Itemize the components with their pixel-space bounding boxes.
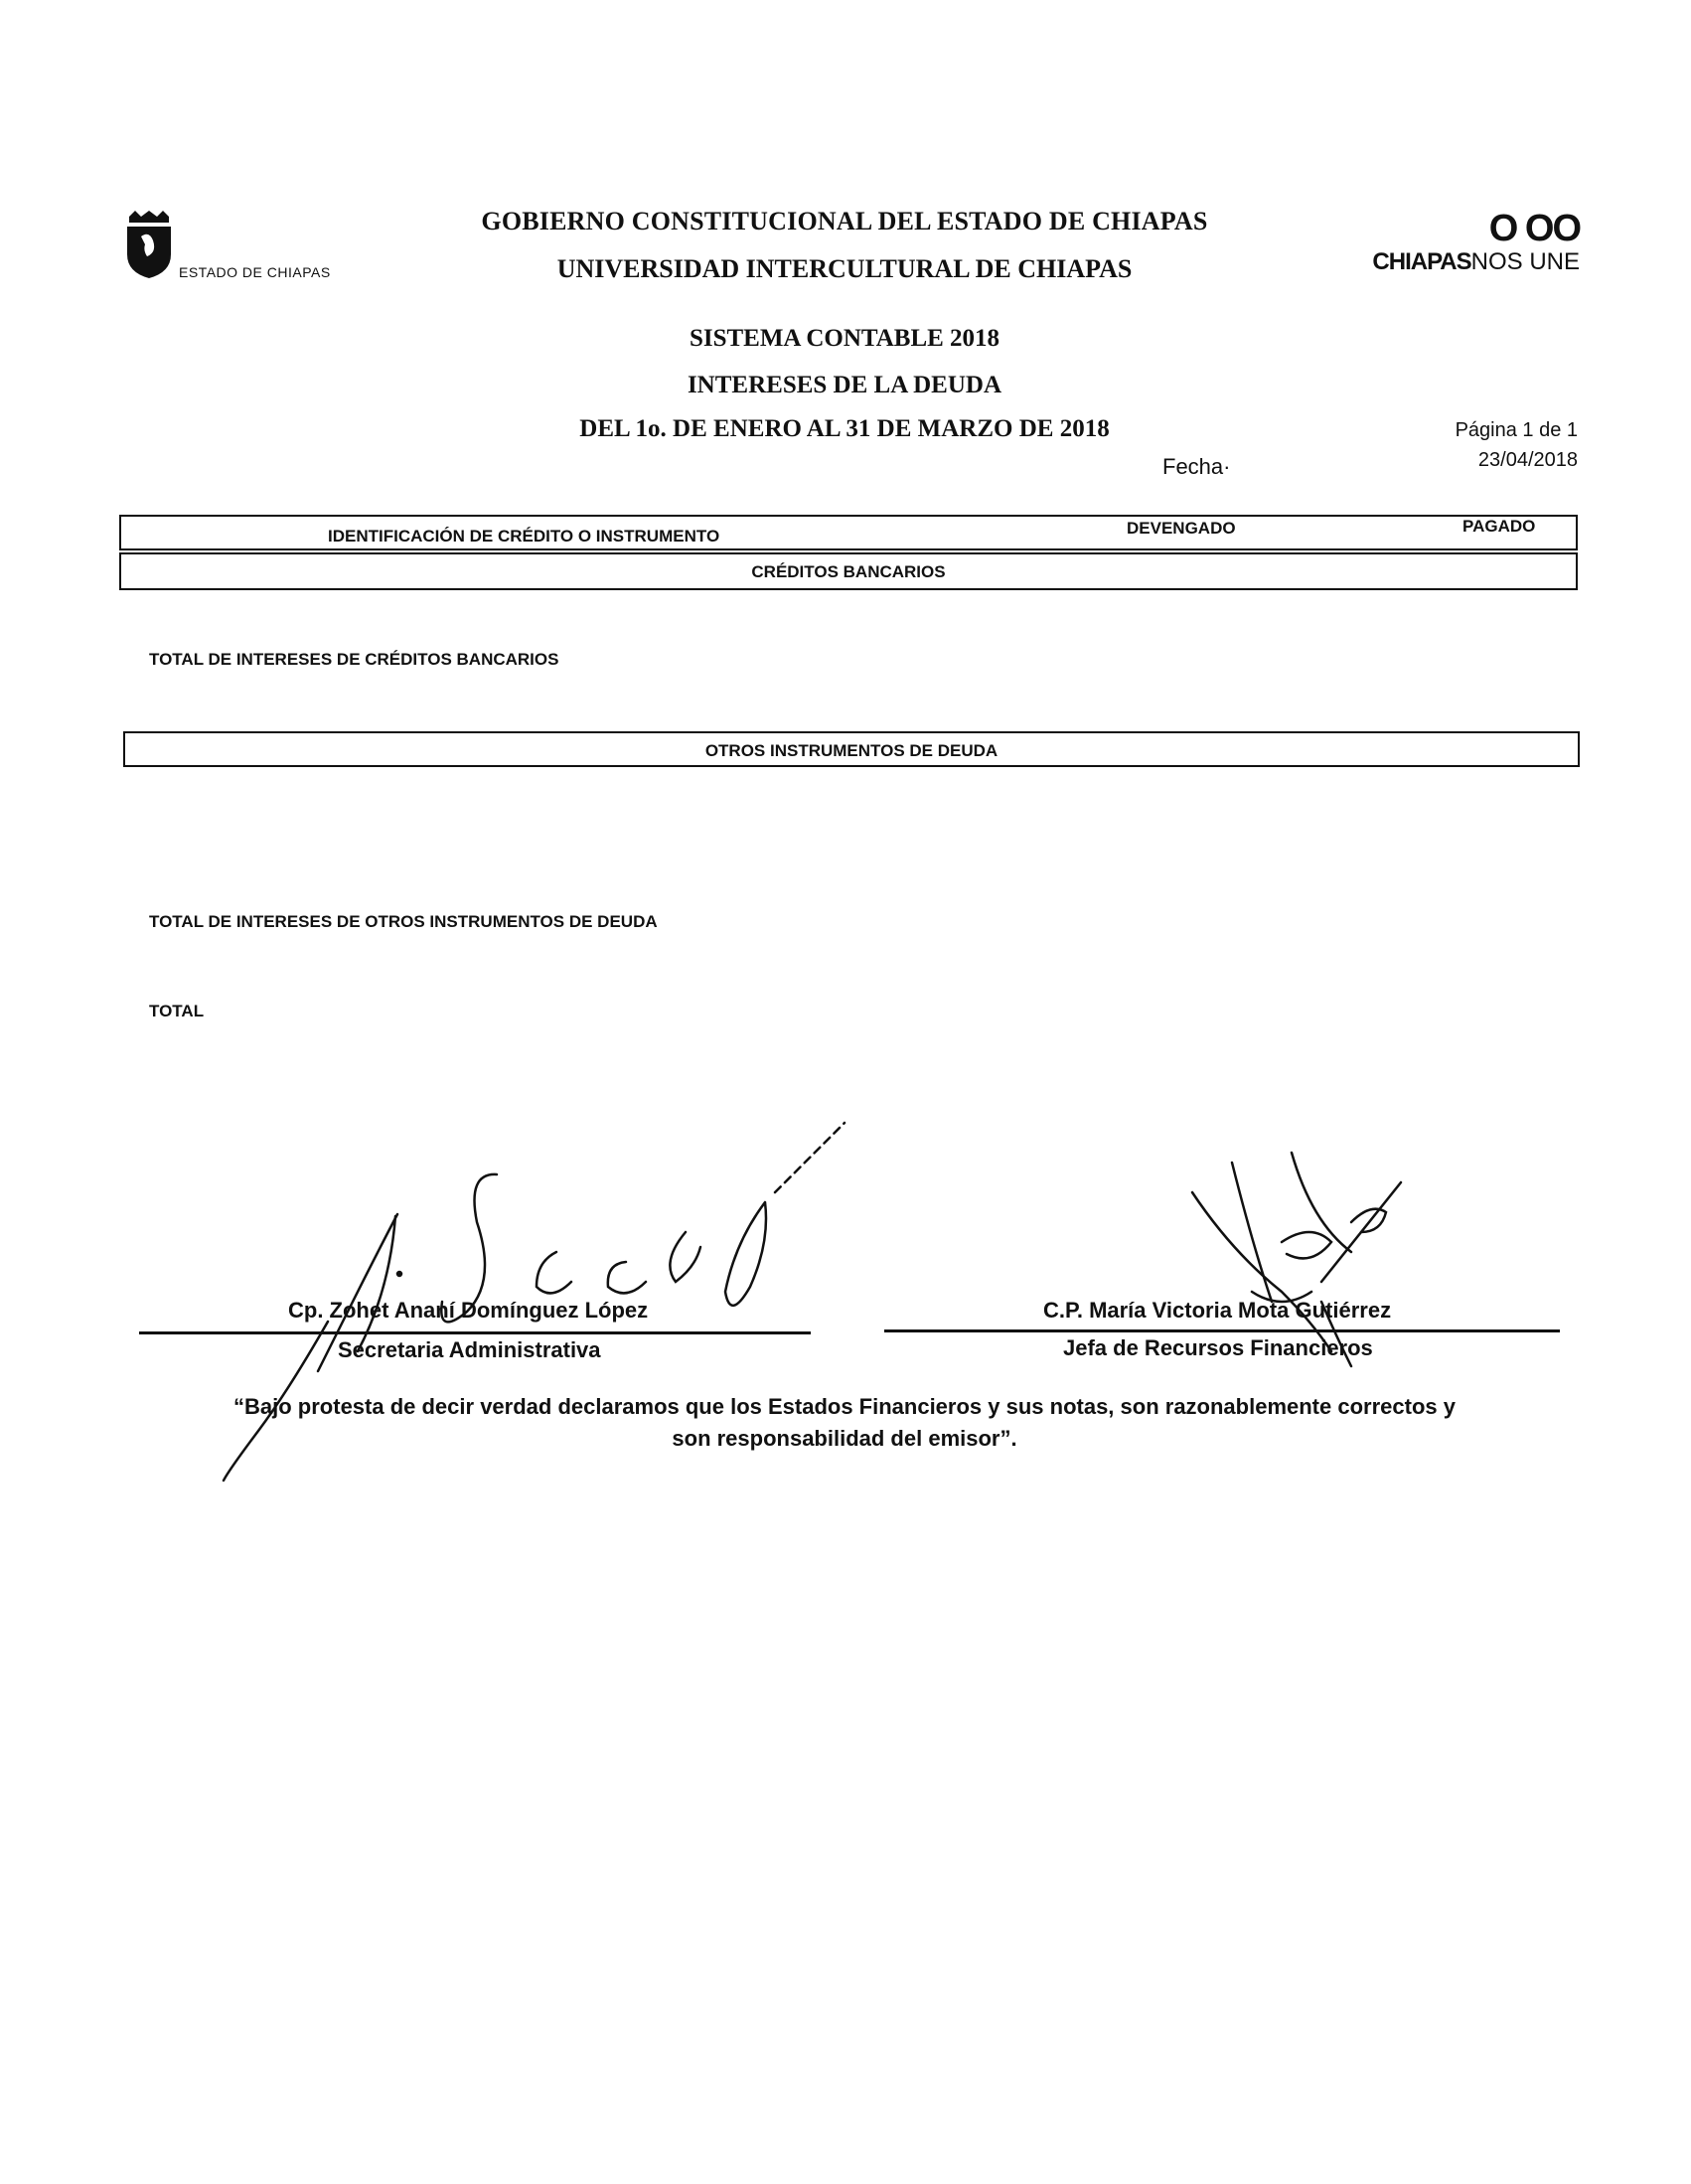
total-creditos-bancarios-label: TOTAL DE INTERESES DE CRÉDITOS BANCARIOS — [149, 650, 559, 669]
section-label: OTROS INSTRUMENTOS DE DEUDA — [704, 741, 999, 760]
state-logo-label: ESTADO DE CHIAPAS — [179, 264, 331, 280]
total-otros-instrumentos-label: TOTAL DE INTERESES DE OTROS INSTRUMENTOS DE DEUDA — [149, 912, 658, 931]
report-title: INTERESES DE LA DEUDA — [687, 372, 1002, 398]
left-signatory-role: Secretaria Administrativa — [338, 1337, 601, 1362]
left-signature-line — [139, 1331, 811, 1334]
column-header-devengado: DEVENGADO — [1127, 519, 1236, 538]
government-title: GOBIERNO CONSTITUCIONAL DEL ESTADO DE CHIAPAS — [481, 207, 1208, 235]
date-value: 23/04/2018 — [1477, 449, 1578, 471]
right-signature-line — [884, 1329, 1560, 1332]
right-signatory-role: Jefa de Recursos Financieros — [1063, 1335, 1373, 1360]
section-label: CRÉDITOS BANCARIOS — [751, 562, 946, 581]
column-header-id: IDENTIFICACIÓN DE CRÉDITO O INSTRUMENTO — [328, 527, 720, 546]
logo-word-nos-une: NOS UNE — [1470, 248, 1580, 275]
left-signatory-name: Cp. Zohet Ananí Domínguez López — [288, 1298, 649, 1323]
responsibility-statement — [179, 1391, 1510, 1455]
statement-line-1: “Bajo protesta de decir verdad declaramos que los Estados Financieros y sus notas, son razonablemente correctos y — [233, 1394, 1456, 1419]
system-title: SISTEMA CONTABLE 2018 — [689, 325, 1000, 352]
column-header-pagado: PAGADO — [1462, 517, 1536, 536]
statement-line-2: son responsabilidad del emisor”. — [672, 1426, 1017, 1451]
logo-mark: O OO — [1488, 208, 1580, 249]
report-period: DEL 1o. DE ENERO AL 31 DE MARZO DE 2018 — [579, 415, 1110, 442]
date-label: Fecha· — [1162, 454, 1231, 479]
institution-title: UNIVERSIDAD INTERCULTURAL DE CHIAPAS — [556, 254, 1133, 283]
right-signatory-name: C.P. María Victoria Mota Gutiérrez — [1043, 1298, 1392, 1323]
page-number: Página 1 de 1 — [1455, 419, 1578, 441]
grand-total-label: TOTAL — [149, 1002, 205, 1020]
logo-word-chiapas: CHIAPAS — [1372, 248, 1471, 275]
